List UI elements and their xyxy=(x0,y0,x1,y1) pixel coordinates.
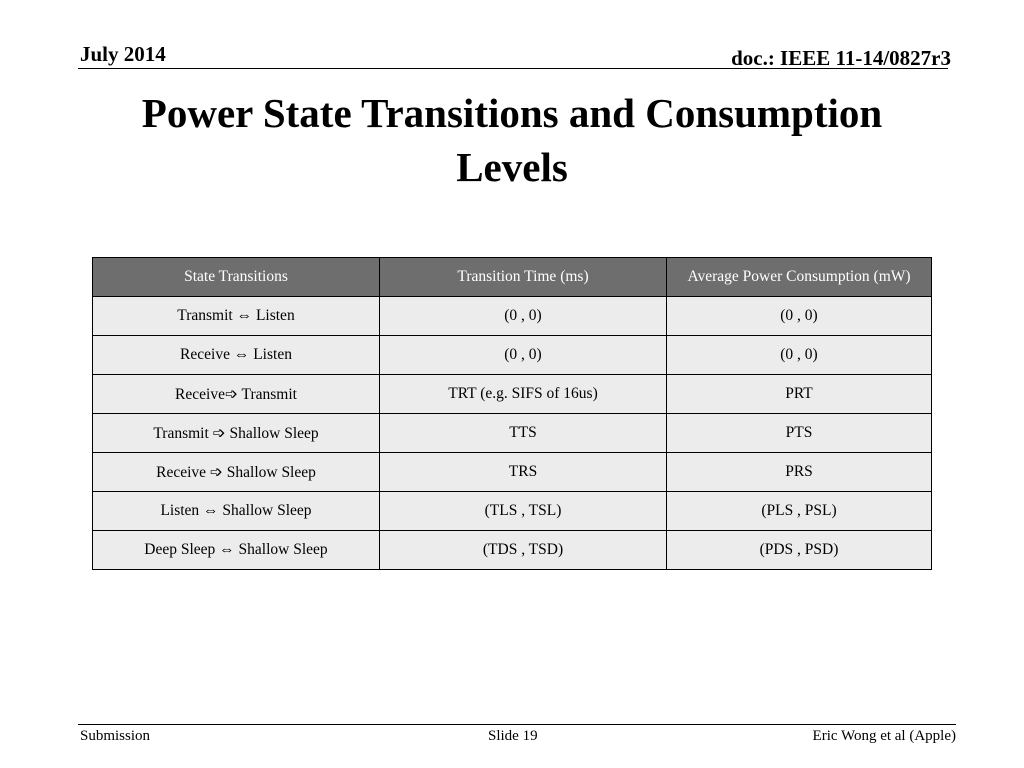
table-cell: Receive ➩ Shallow Sleep xyxy=(93,453,380,492)
header-date: July 2014 xyxy=(80,42,166,66)
slide-title xyxy=(60,86,964,194)
table-cell: (0 , 0) xyxy=(380,336,667,375)
footer-author: Eric Wong et al (Apple) xyxy=(812,728,956,744)
table-cell: Receive ⇔ Listen xyxy=(93,336,380,375)
table-row xyxy=(93,297,932,336)
table-row xyxy=(93,336,932,375)
table-cell: Deep Sleep ⇔ Shallow Sleep xyxy=(93,531,380,570)
table-row xyxy=(93,414,932,453)
title-line-2: Levels xyxy=(456,144,568,190)
title-line-1: Power State Transitions and Consumption xyxy=(141,90,883,136)
table-cell: Transmit ⇔ Listen xyxy=(93,297,380,336)
table-row xyxy=(93,531,932,570)
footer-submission: Submission xyxy=(80,728,151,744)
column-header: State Transitions xyxy=(93,258,380,297)
table-cell: (0 , 0) xyxy=(667,336,932,375)
table-row xyxy=(93,375,932,414)
table-row xyxy=(93,492,932,531)
table-cell: (TDS , TSD) xyxy=(380,531,667,570)
table-cell: (PLS , PSL) xyxy=(667,492,932,531)
footer-slide-number: Slide 19 xyxy=(488,728,538,744)
column-header: Transition Time (ms) xyxy=(380,258,667,297)
table-cell: (0 , 0) xyxy=(667,297,932,336)
table-cell: Listen ⇔ Shallow Sleep xyxy=(93,492,380,531)
table-cell: Receive➩ Transmit xyxy=(93,375,380,414)
table-cell: (TLS , TSL) xyxy=(380,492,667,531)
table-header-row xyxy=(93,258,932,297)
power-state-table xyxy=(92,257,932,570)
table-cell: TRS xyxy=(380,453,667,492)
table-row xyxy=(93,453,932,492)
table-cell: TRT (e.g. SIFS of 16us) xyxy=(380,375,667,414)
column-header: Average Power Consumption (mW) xyxy=(667,258,932,297)
footer-divider xyxy=(78,724,956,725)
table-cell: TTS xyxy=(380,414,667,453)
header-divider xyxy=(78,68,948,69)
table-cell: PRS xyxy=(667,453,932,492)
table-cell: (0 , 0) xyxy=(380,297,667,336)
header-doc-id: doc.: IEEE 11-14/0827r3 xyxy=(731,46,951,70)
table-cell: Transmit ➩ Shallow Sleep xyxy=(93,414,380,453)
table-cell: PRT xyxy=(667,375,932,414)
table-cell: PTS xyxy=(667,414,932,453)
table-cell: (PDS , PSD) xyxy=(667,531,932,570)
